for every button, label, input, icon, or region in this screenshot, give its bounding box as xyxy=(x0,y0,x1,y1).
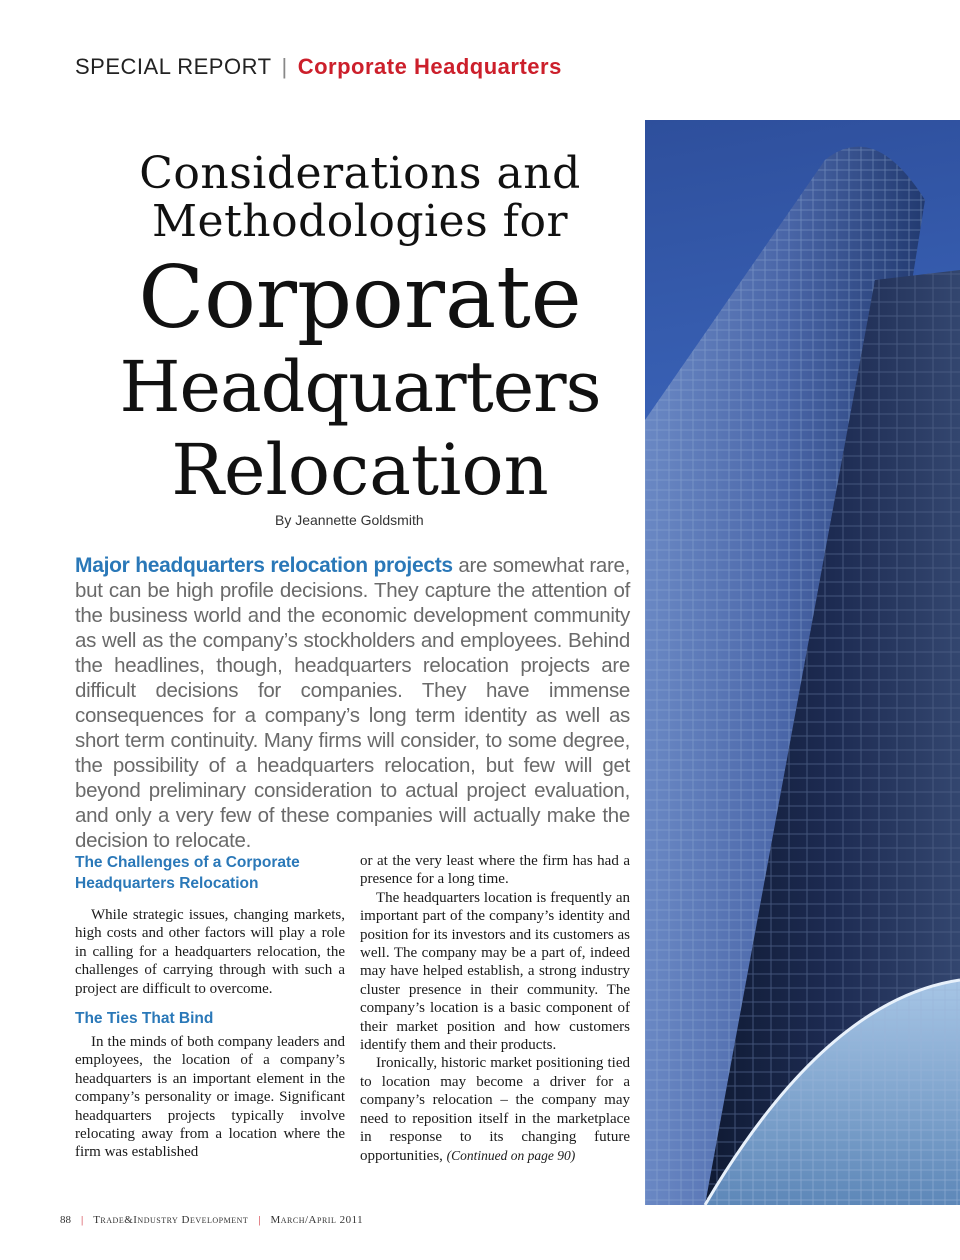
body-paragraph: In the minds of both company leaders and employees, the location of a company’s headquarters is an important element in the company’s personality or image. Significant headquarters projects typically involve relocating away from a location where the firm was established xyxy=(75,1034,345,1161)
title-line-5: Relocation xyxy=(171,429,549,511)
lead-emphasis: Major headquarters relocation projects xyxy=(75,554,453,577)
skyscraper-illustration xyxy=(645,120,960,1205)
publication-name: Trade&Industry Development xyxy=(93,1214,249,1226)
skyscraper-photo xyxy=(645,120,960,1205)
section-header xyxy=(75,54,562,84)
section-label: SPECIAL REPORT xyxy=(75,54,272,79)
body-paragraph: While strategic issues, changing markets, high costs and other factors will play a role in calling for a headquarters relocation, the challenges of carrying through with such a project are difficult to overcome. xyxy=(75,907,345,997)
title-line-1: Considerations and xyxy=(139,148,581,199)
page-footer xyxy=(60,1214,363,1226)
article-title xyxy=(75,150,645,512)
page-number: 88 xyxy=(60,1214,71,1226)
continued-note: (Continued on page 90) xyxy=(446,1147,576,1163)
header-separator: | xyxy=(281,54,288,79)
subheading-ties: The Ties That Bind xyxy=(75,1010,214,1028)
title-line-3: Corporate xyxy=(138,248,582,348)
body-paragraph: or at the very least where the firm has had a presence for a long time. xyxy=(360,853,630,888)
lead-paragraph xyxy=(75,553,630,853)
lead-text: are somewhat rare, but can be high profile decisions. They capture the attention of the business world and the economic development community as well as the company’s stockholders and employees. Behind the headlines, though, headquarters relocation projects are difficult decisions for companies. They have immense consequences for a company’s long term identity as well as short term continuity. Many firms will consider, to some degree, the possibility of a headquarters relocation, but few will get beyond preliminary consideration to actual project evaluation, and only a very few of these companies will actually make the decision to relocate. xyxy=(75,554,630,852)
footer-separator: | xyxy=(258,1214,261,1226)
title-line-2: Methodologies for xyxy=(152,196,568,247)
section-topic: Corporate Headquarters xyxy=(297,54,562,79)
body-column-2 xyxy=(360,852,630,1165)
issue-date: March/April 2011 xyxy=(270,1214,364,1226)
footer-separator: | xyxy=(81,1214,84,1226)
body-paragraph: The headquarters location is frequently an important part of the company’s identity and position for its investors and its customers as well. The company may be a part of, indeed may have helped establish, a strong industry cluster presence in their community. The company’s location is a basic component of their market position and how customers identify them and their products. xyxy=(360,889,630,1054)
subheading-challenges: The Challenges of a Corporate Headquarters Relocation xyxy=(75,854,300,892)
body-column-1 xyxy=(75,852,345,1162)
body-paragraph xyxy=(360,1054,630,1164)
byline: By Jeannette Goldsmith xyxy=(275,512,424,528)
title-line-4: Headquarters xyxy=(119,346,601,428)
body-paragraph-text: Ironically, historic market positioning tied to location may become a driver for a company’s relocation – the company may need to reposition itself in the marketplace in response to its changing future opportunities, xyxy=(360,1055,630,1164)
